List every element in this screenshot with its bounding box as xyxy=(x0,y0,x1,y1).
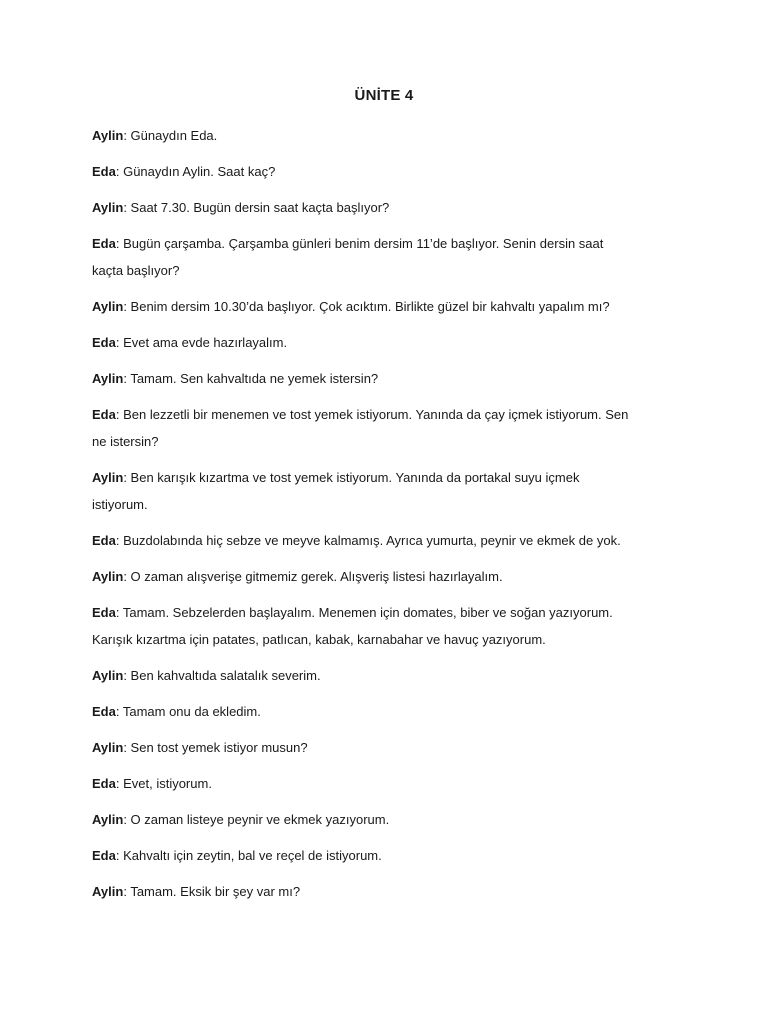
speaker-name: Eda xyxy=(92,164,116,179)
utterance-text: Saat 7.30. Bugün dersin saat kaçta başlıyor? xyxy=(130,200,390,215)
speaker-name: Aylin xyxy=(92,299,124,314)
speaker-separator: : xyxy=(123,299,131,314)
utterance-text: Buzdolabında hiç sebze ve meyve kalmamış. Ayrıca yumurta, peynir ve ekmek de yok. xyxy=(123,533,621,548)
dialogue-line xyxy=(92,464,692,491)
speaker-separator: : xyxy=(123,128,131,143)
speaker-name: Eda xyxy=(92,533,116,548)
utterance-text: Tamam. Eksik bir şey var mı? xyxy=(130,884,301,899)
utterance-text: Tamam. Sen kahvaltıda ne yemek istersin? xyxy=(130,371,379,386)
speaker-name: Aylin xyxy=(92,668,124,683)
speaker-separator: : xyxy=(123,740,131,755)
speaker-separator: : xyxy=(115,533,124,548)
speaker-name: Eda xyxy=(92,776,116,791)
speaker-separator: : xyxy=(123,200,131,215)
speaker-name: Eda xyxy=(92,236,116,251)
speaker-separator: : xyxy=(115,605,123,620)
dialogue-line xyxy=(92,662,692,689)
speaker-name: Eda xyxy=(92,335,116,350)
speaker-separator: : xyxy=(115,335,124,350)
dialogue-line xyxy=(92,698,692,725)
speaker-separator: : xyxy=(115,776,124,791)
utterance-text: Ben karışık kızartma ve tost yemek istiyorum. Yanında da portakal suyu içmek xyxy=(130,470,580,485)
speaker-separator: : xyxy=(123,812,131,827)
utterance-text: Evet, istiyorum. xyxy=(123,776,212,791)
utterance-text: Tamam onu da ekledim. xyxy=(122,704,261,719)
speaker-separator: : xyxy=(123,884,131,899)
dialogue-line-continued xyxy=(92,626,692,653)
speaker-name: Aylin xyxy=(92,740,124,755)
utterance-text: Günaydın Aylin. Saat kaç? xyxy=(123,164,276,179)
utterance-text: O zaman listeye peynir ve ekmek yazıyorum. xyxy=(130,812,390,827)
speaker-name: Eda xyxy=(92,605,116,620)
dialogue-line xyxy=(92,806,692,833)
speaker-separator: : xyxy=(115,848,124,863)
dialogue-line xyxy=(92,401,692,428)
speaker-name: Aylin xyxy=(92,128,124,143)
utterance-text: Kahvaltı için zeytin, bal ve reçel de istiyorum. xyxy=(123,848,382,863)
speaker-separator: : xyxy=(123,569,131,584)
dialogue-line xyxy=(92,293,692,320)
dialogue-line xyxy=(92,230,692,257)
utterance-text: Benim dersim 10.30’da başlıyor. Çok acıktım. Birlikte güzel bir kahvaltı yapalım mı? xyxy=(130,299,610,314)
dialogue-line xyxy=(92,527,692,554)
speaker-name: Eda xyxy=(92,704,116,719)
dialogue-line xyxy=(92,770,692,797)
speaker-separator: : xyxy=(123,371,131,386)
dialogue-line-continued xyxy=(92,428,692,455)
utterance-text: Bugün çarşamba. Çarşamba günleri benim dersim 11’de başlıyor. Senin dersin saat xyxy=(123,236,604,251)
speaker-separator: : xyxy=(115,164,124,179)
speaker-name: Eda xyxy=(92,407,116,422)
utterance-text: ne istersin? xyxy=(92,434,159,449)
dialogue-line xyxy=(92,878,692,905)
utterance-text: Sen tost yemek istiyor musun? xyxy=(130,740,308,755)
dialogue-line xyxy=(92,122,692,149)
utterance-text: Karışık kızartma için patates, patlıcan, kabak, karnabahar ve havuç yazıyorum. xyxy=(92,632,546,647)
utterance-text: O zaman alışverişe gitmemiz gerek. Alışveriş listesi hazırlayalım. xyxy=(130,569,503,584)
speaker-name: Aylin xyxy=(92,569,124,584)
utterance-text: Ben lezzetli bir menemen ve tost yemek istiyorum. Yanında da çay içmek istiyorum. Sen xyxy=(123,407,629,422)
speaker-name: Aylin xyxy=(92,200,124,215)
speaker-name: Aylin xyxy=(92,470,124,485)
dialogue-line xyxy=(92,842,692,869)
speaker-name: Aylin xyxy=(92,371,124,386)
dialogue-line xyxy=(92,329,692,356)
speaker-name: Eda xyxy=(92,848,116,863)
utterance-text: istiyorum. xyxy=(92,497,148,512)
utterance-text: Tamam. Sebzelerden başlayalım. Menemen için domates, biber ve soğan yazıyorum. xyxy=(122,605,613,620)
speaker-separator: : xyxy=(123,470,131,485)
utterance-text: Evet ama evde hazırlayalım. xyxy=(123,335,288,350)
dialogue-line xyxy=(92,158,692,185)
dialogue-line-continued xyxy=(92,257,692,284)
speaker-separator: : xyxy=(115,704,123,719)
speaker-name: Aylin xyxy=(92,884,124,899)
utterance-text: Ben kahvaltıda salatalık severim. xyxy=(130,668,321,683)
dialogue-line xyxy=(92,194,692,221)
speaker-separator: : xyxy=(115,407,124,422)
dialogue-line xyxy=(92,563,692,590)
dialogue-line-continued xyxy=(92,491,692,518)
dialogue-line xyxy=(92,734,692,761)
dialogue-line xyxy=(92,365,692,392)
speaker-name: Aylin xyxy=(92,812,124,827)
utterance-text: kaçta başlıyor? xyxy=(92,263,180,278)
speaker-separator: : xyxy=(123,668,131,683)
utterance-text: Günaydın Eda. xyxy=(130,128,218,143)
dialogue-line xyxy=(92,599,692,626)
page-title: ÜNİTE 4 xyxy=(354,87,414,104)
speaker-separator: : xyxy=(115,236,124,251)
